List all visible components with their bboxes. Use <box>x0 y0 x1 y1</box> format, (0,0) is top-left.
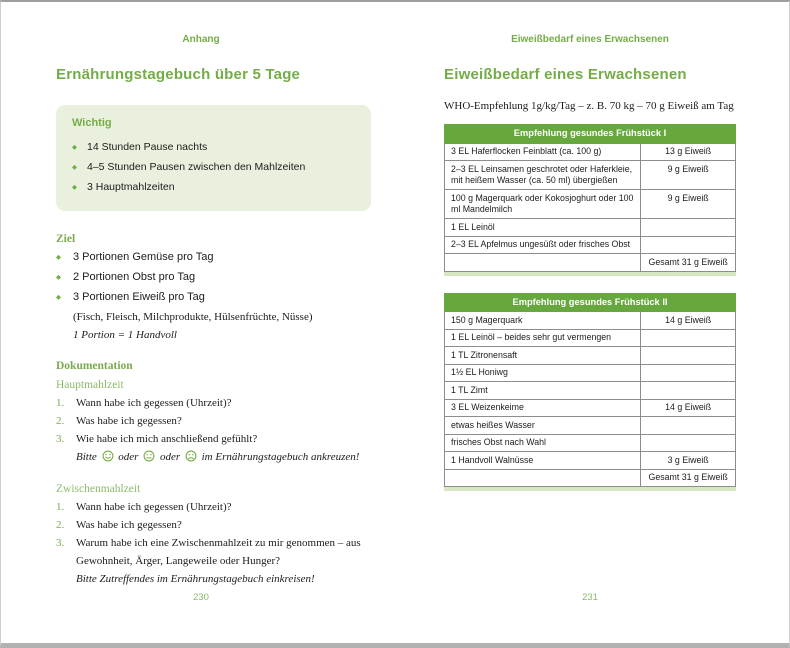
item-text: Wann habe ich gegessen (Uhrzeit)? <box>76 501 232 513</box>
table-row <box>445 382 736 400</box>
numbered-item <box>56 394 376 412</box>
protein-amount-cell: 13 g Eiweiß <box>641 143 736 161</box>
diamond-bullet-icon: ◆ <box>56 254 61 261</box>
list-item-label: 3 Hauptmahlzeiten <box>87 181 175 193</box>
ingredient-cell: 1 TL Zimt <box>445 382 641 400</box>
protein-amount-cell: 9 g Eiweiß <box>641 190 736 219</box>
table-row <box>445 161 736 190</box>
list-item-label: 14 Stunden Pause nachts <box>87 141 208 153</box>
table-row <box>445 254 736 272</box>
table-row <box>445 143 736 161</box>
ingredient-cell: frisches Obst nach Wahl <box>445 434 641 452</box>
protein-amount-cell <box>641 364 736 382</box>
list-item <box>72 138 355 158</box>
protein-amount-cell: 9 g Eiweiß <box>641 161 736 190</box>
protein-amount-cell <box>641 417 736 435</box>
item-number: 1. <box>56 397 65 409</box>
list-item-label: 2 Portionen Obst pro Tag <box>73 271 196 283</box>
numbered-item <box>56 412 376 430</box>
protein-amount-cell <box>641 382 736 400</box>
left-page <box>1 2 396 643</box>
numbered-item <box>56 498 376 516</box>
table-row <box>445 190 736 219</box>
table-row <box>445 364 736 382</box>
table-header-row <box>445 125 736 144</box>
ingredient-cell <box>445 469 641 487</box>
table-row <box>445 469 736 487</box>
table-row <box>445 329 736 347</box>
numbered-item <box>56 534 376 570</box>
diamond-bullet-icon: ◆ <box>56 274 61 281</box>
goal-note-sources: (Fisch, Fleisch, Milchprodukte, Hülsenfrüchte, Nüsse) <box>73 311 313 323</box>
important-list <box>72 138 355 198</box>
item-number: 3. <box>56 537 65 549</box>
happy-face-icon <box>102 450 114 462</box>
item-text: Wann habe ich gegessen (Uhrzeit)? <box>76 397 232 409</box>
goal-heading: Ziel <box>56 233 76 245</box>
table-row <box>445 399 736 417</box>
protein-amount-cell: 14 g Eiweiß <box>641 312 736 330</box>
breakfast-table-1 <box>444 124 736 272</box>
page-title-left: Ernährungstagebuch über 5 Tage <box>56 66 301 83</box>
diamond-bullet-icon: ◆ <box>72 164 77 171</box>
snack-note: Bitte Zutreffendes im Ernährungstagebuch einkreisen! <box>76 573 315 585</box>
numbered-item <box>56 430 376 448</box>
main-meal-subheading: Hauptmahlzeit <box>56 379 124 391</box>
ingredient-cell: 1 TL Zitronensaft <box>445 347 641 365</box>
item-number: 2. <box>56 415 65 427</box>
table-header-row <box>445 293 736 312</box>
ingredient-cell: 3 EL Haferflocken Feinblatt (ca. 100 g) <box>445 143 641 161</box>
protein-amount-cell <box>641 236 736 254</box>
protein-amount-cell <box>641 219 736 237</box>
protein-amount-cell: 3 g Eiweiß <box>641 452 736 470</box>
note-part-3: oder <box>159 451 181 463</box>
item-text: Wie habe ich mich anschließend gefühlt? <box>76 433 258 445</box>
table-row <box>445 347 736 365</box>
ingredient-cell: 150 g Magerquark <box>445 312 641 330</box>
page-number-left: 230 <box>193 592 209 603</box>
running-head-left: Anhang <box>182 34 220 45</box>
diamond-bullet-icon: ◆ <box>72 184 77 191</box>
sad-face-icon <box>185 450 197 462</box>
item-number: 1. <box>56 501 65 513</box>
goal-list <box>56 248 376 308</box>
table-row <box>445 312 736 330</box>
item-text: Was habe ich gegessen? <box>76 519 182 531</box>
main-meal-note <box>76 448 376 466</box>
table-row <box>445 452 736 470</box>
ingredient-cell: 3 EL Weizenkeime <box>445 399 641 417</box>
item-number: 2. <box>56 519 65 531</box>
table-row <box>445 434 736 452</box>
ingredient-cell: 2–3 EL Leinsamen geschrotet oder Haferkleie, mit heißem Wasser (ca. 50 ml) übergießen <box>445 161 641 190</box>
table-row <box>445 219 736 237</box>
protein-amount-cell: 14 g Eiweiß <box>641 399 736 417</box>
ingredient-cell: etwas heißes Wasser <box>445 417 641 435</box>
protein-amount-cell <box>641 434 736 452</box>
main-meal-questions <box>56 394 376 448</box>
page-title-right: Eiweißbedarf eines Erwachsenen <box>444 66 687 83</box>
table-row <box>445 417 736 435</box>
table-1-header: Empfehlung gesundes Frühstück I <box>445 125 736 144</box>
numbered-item <box>56 516 376 534</box>
ingredient-cell <box>445 254 641 272</box>
list-item-label: 3 Portionen Eiweiß pro Tag <box>73 291 205 303</box>
protein-amount-cell <box>641 329 736 347</box>
diamond-bullet-icon: ◆ <box>56 294 61 301</box>
breakfast-table-2 <box>444 293 736 488</box>
item-text: Warum habe ich eine Zwischenmahlzeit zu mir genommen – aus Gewohnheit, Ärger, Langeweile oder Hunger? <box>76 537 361 567</box>
item-text: Was habe ich gegessen? <box>76 415 182 427</box>
protein-amount-cell <box>641 347 736 365</box>
note-part-1: Bitte <box>76 451 97 463</box>
diamond-bullet-icon: ◆ <box>72 144 77 151</box>
note-part-2: oder <box>118 451 139 463</box>
protein-amount-cell: Gesamt 31 g Eiweiß <box>641 469 736 487</box>
goal-note-portion: 1 Portion = 1 Handvoll <box>73 329 177 341</box>
list-item <box>56 248 376 268</box>
list-item-label: 3 Portionen Gemüse pro Tag <box>73 251 214 263</box>
neutral-face-icon <box>143 450 155 462</box>
item-number: 3. <box>56 433 65 445</box>
ingredient-cell: 2–3 EL Apfelmus ungesüßt oder frisches Obst <box>445 236 641 254</box>
ingredient-cell: 1 Handvoll Walnüsse <box>445 452 641 470</box>
protein-amount-cell: Gesamt 31 g Eiweiß <box>641 254 736 272</box>
running-head-right: Eiweißbedarf eines Erwachsenen <box>511 34 669 45</box>
list-item <box>56 288 376 308</box>
list-item <box>72 178 355 198</box>
ingredient-cell: 1 EL Leinöl <box>445 219 641 237</box>
ingredient-cell: 100 g Magerquark oder Kokosjoghurt oder 100 ml Mandelmilch <box>445 190 641 219</box>
ingredient-cell: 1 EL Leinöl – beides sehr gut vermengen <box>445 329 641 347</box>
table-2-header: Empfehlung gesundes Frühstück II <box>445 293 736 312</box>
who-recommendation: WHO-Empfehlung 1g/kg/Tag – z. B. 70 kg – 70 g Eiweiß am Tag <box>444 100 734 112</box>
snack-questions <box>56 498 376 570</box>
list-item-label: 4–5 Stunden Pausen zwischen den Mahlzeiten <box>87 161 306 173</box>
right-page <box>396 2 790 643</box>
list-item <box>72 158 355 178</box>
table-row <box>445 236 736 254</box>
important-box <box>56 105 371 211</box>
note-part-4: im Ernährungstagebuch ankreuzen! <box>201 451 360 463</box>
documentation-heading: Dokumentation <box>56 360 133 372</box>
page-number-right: 231 <box>582 592 598 603</box>
snack-subheading: Zwischenmahlzeit <box>56 483 141 495</box>
list-item <box>56 268 376 288</box>
ingredient-cell: 1½ EL Honiwg <box>445 364 641 382</box>
important-box-title: Wichtig <box>72 117 112 129</box>
